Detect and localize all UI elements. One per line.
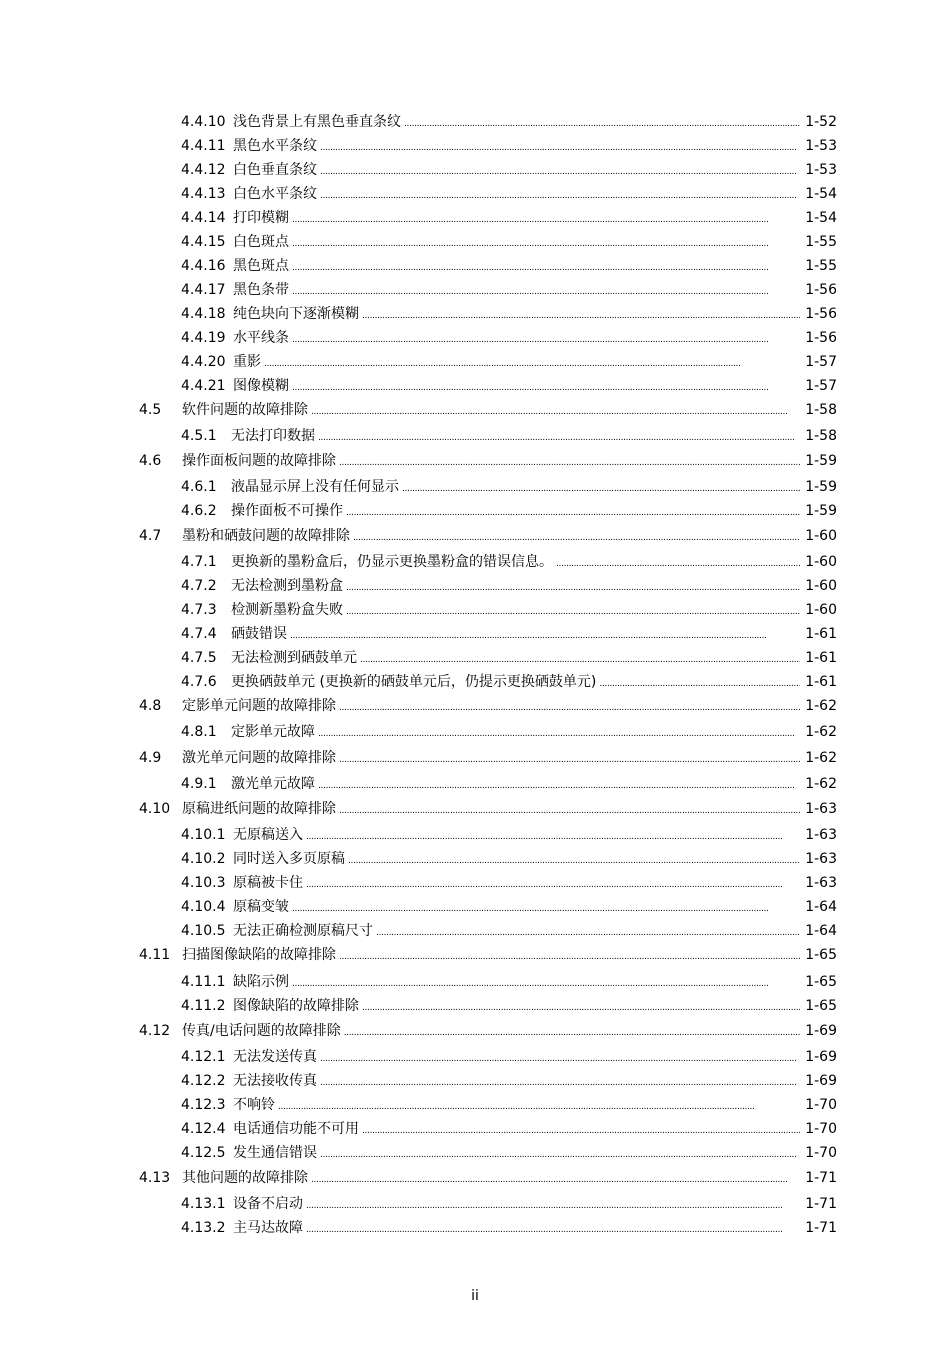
dot-leader bbox=[339, 798, 800, 822]
dot-leader bbox=[339, 747, 800, 771]
toc-entry-page: 1-60 bbox=[805, 578, 837, 594]
toc-entry-title: 黑色斑点 bbox=[233, 258, 289, 274]
toc-entry-title: 传真/电话问题的故障排除 bbox=[182, 1023, 341, 1039]
toc-entry-number: 4.11 bbox=[139, 947, 171, 963]
toc-entry-number: 4.10.1 bbox=[181, 827, 226, 843]
toc-entry[interactable] bbox=[0, 476, 950, 498]
toc-entry-number: 4.7 bbox=[139, 528, 162, 544]
toc-entry-title: 白色水平条纹 bbox=[233, 186, 317, 202]
toc-entry-number: 4.4.19 bbox=[181, 330, 226, 346]
toc-entry-title: 无法检测到墨粉盒 bbox=[231, 578, 343, 594]
toc-entry-page: 1-59 bbox=[805, 453, 837, 469]
toc-entry[interactable] bbox=[0, 944, 950, 966]
dot-leader bbox=[320, 183, 800, 207]
toc-entry-number: 4.10.4 bbox=[181, 899, 226, 915]
toc-entry-page: 1-70 bbox=[805, 1097, 837, 1113]
toc-entry-title: 白色垂直条纹 bbox=[233, 162, 317, 178]
toc-entry[interactable] bbox=[0, 995, 950, 1017]
toc-entry-page: 1-63 bbox=[805, 851, 837, 867]
toc-entry[interactable] bbox=[0, 255, 950, 277]
toc-entry-page: 1-63 bbox=[805, 875, 837, 891]
toc-entry-title: 原稿被卡住 bbox=[233, 875, 303, 891]
dot-leader bbox=[346, 599, 800, 623]
toc-entry[interactable] bbox=[0, 399, 950, 421]
toc-entry-title: 检测新墨粉盒失败 bbox=[231, 602, 343, 618]
toc-entry-title: 不响铃 bbox=[233, 1097, 275, 1113]
toc-entry-number: 4.4.15 bbox=[181, 234, 226, 250]
toc-entry-page: 1-69 bbox=[805, 1023, 837, 1039]
toc-entry[interactable] bbox=[0, 1020, 950, 1042]
dot-leader bbox=[556, 551, 800, 575]
toc-entry[interactable] bbox=[0, 721, 950, 743]
toc-entry[interactable] bbox=[0, 111, 950, 133]
toc-entry[interactable] bbox=[0, 1167, 950, 1189]
toc-entry-title: 硒鼓错误 bbox=[231, 626, 287, 642]
toc-entry-number: 4.10 bbox=[139, 801, 171, 817]
toc-entry-number: 4.10.5 bbox=[181, 923, 226, 939]
toc-entry-page: 1-61 bbox=[805, 650, 837, 666]
toc-entry-number: 4.5.1 bbox=[181, 428, 217, 444]
toc-entry-number: 4.7.5 bbox=[181, 650, 217, 666]
dot-leader bbox=[292, 279, 800, 303]
toc-entry-page: 1-52 bbox=[805, 114, 837, 130]
dot-leader bbox=[318, 425, 800, 449]
toc-entry[interactable] bbox=[0, 1046, 950, 1068]
toc-entry-title: 发生通信错误 bbox=[233, 1145, 317, 1161]
dot-leader bbox=[339, 944, 800, 968]
toc-entry[interactable] bbox=[0, 207, 950, 229]
toc-entry-page: 1-61 bbox=[805, 626, 837, 642]
dot-leader bbox=[599, 671, 800, 695]
toc-entry-page: 1-64 bbox=[805, 899, 837, 915]
dot-leader bbox=[346, 500, 800, 524]
toc-entry-page: 1-54 bbox=[805, 210, 837, 226]
toc-entry-page: 1-62 bbox=[805, 698, 837, 714]
dot-leader bbox=[278, 1094, 800, 1118]
toc-entry-title: 墨粉和硒鼓问题的故障排除 bbox=[182, 528, 350, 544]
toc-entry[interactable] bbox=[0, 1193, 950, 1215]
toc-entry-page: 1-58 bbox=[805, 428, 837, 444]
toc-entry-page: 1-55 bbox=[805, 258, 837, 274]
toc-entry[interactable] bbox=[0, 303, 950, 325]
toc-entry-title: 同时送入多页原稿 bbox=[233, 851, 345, 867]
toc-entry[interactable] bbox=[0, 525, 950, 547]
toc-entry-number: 4.9.1 bbox=[181, 776, 217, 792]
toc-entry-number: 4.4.14 bbox=[181, 210, 226, 226]
toc-entry[interactable] bbox=[0, 1142, 950, 1164]
toc-entry[interactable] bbox=[0, 872, 950, 894]
toc-entry-page: 1-57 bbox=[805, 378, 837, 394]
toc-entry-number: 4.8.1 bbox=[181, 724, 217, 740]
toc-entry-page: 1-71 bbox=[805, 1196, 837, 1212]
toc-entry-title: 浅色背景上有黑色垂直条纹 bbox=[233, 114, 401, 130]
toc-entry[interactable] bbox=[0, 1217, 950, 1239]
toc-entry-page: 1-54 bbox=[805, 186, 837, 202]
page-number: ii bbox=[471, 1288, 479, 1304]
toc-entry-title: 无法正确检测原稿尺寸 bbox=[233, 923, 373, 939]
toc-entry-number: 4.4.11 bbox=[181, 138, 226, 154]
toc-entry-title: 激光单元问题的故障排除 bbox=[182, 750, 336, 766]
dot-leader bbox=[318, 773, 800, 797]
dot-leader bbox=[339, 450, 800, 474]
dot-leader bbox=[362, 995, 800, 1019]
dot-leader bbox=[339, 695, 800, 719]
toc-entry[interactable] bbox=[0, 920, 950, 942]
toc-entry[interactable] bbox=[0, 551, 950, 573]
toc-entry-title: 打印模糊 bbox=[233, 210, 289, 226]
toc-entry[interactable] bbox=[0, 1070, 950, 1092]
toc-entry-title: 操作面板问题的故障排除 bbox=[182, 453, 336, 469]
toc-entry[interactable] bbox=[0, 623, 950, 645]
dot-leader bbox=[311, 1167, 800, 1191]
toc-entry-page: 1-65 bbox=[805, 974, 837, 990]
toc-entry-title: 白色斑点 bbox=[233, 234, 289, 250]
dot-leader bbox=[320, 1046, 800, 1070]
toc-entry-number: 4.4.10 bbox=[181, 114, 226, 130]
toc-entry-page: 1-60 bbox=[805, 602, 837, 618]
toc-entry-title: 电话通信功能不可用 bbox=[233, 1121, 359, 1137]
dot-leader bbox=[320, 135, 800, 159]
toc-entry[interactable] bbox=[0, 231, 950, 253]
toc-entry-page: 1-69 bbox=[805, 1049, 837, 1065]
toc-entry-title: 液晶显示屏上没有任何显示 bbox=[231, 479, 399, 495]
toc-entry-page: 1-70 bbox=[805, 1145, 837, 1161]
toc-entry-number: 4.4.20 bbox=[181, 354, 226, 370]
toc-entry-number: 4.7.4 bbox=[181, 626, 217, 642]
dot-leader bbox=[292, 207, 800, 231]
toc-entry-page: 1-65 bbox=[805, 998, 837, 1014]
toc-entry-title: 黑色水平条纹 bbox=[233, 138, 317, 154]
dot-leader bbox=[346, 575, 800, 599]
toc-entry-number: 4.11.2 bbox=[181, 998, 226, 1014]
toc-entry[interactable] bbox=[0, 135, 950, 157]
toc-entry-number: 4.4.16 bbox=[181, 258, 226, 274]
toc-entry-page: 1-53 bbox=[805, 138, 837, 154]
toc-entry-page: 1-56 bbox=[805, 306, 837, 322]
toc-entry-title: 图像缺陷的故障排除 bbox=[233, 998, 359, 1014]
toc-entry-title: 软件问题的故障排除 bbox=[182, 402, 308, 418]
toc-entry[interactable] bbox=[0, 375, 950, 397]
toc-entry-title: 无法发送传真 bbox=[233, 1049, 317, 1065]
toc-entry-page: 1-55 bbox=[805, 234, 837, 250]
toc-entry-page: 1-64 bbox=[805, 923, 837, 939]
toc-entry-title: 其他问题的故障排除 bbox=[182, 1170, 308, 1186]
toc-entry-page: 1-62 bbox=[805, 724, 837, 740]
toc-entry-title: 黑色条带 bbox=[233, 282, 289, 298]
toc-entry-page: 1-60 bbox=[805, 554, 837, 570]
dot-leader bbox=[290, 623, 800, 647]
toc-entry-title: 无法接收传真 bbox=[233, 1073, 317, 1089]
toc-entry-number: 4.12.4 bbox=[181, 1121, 226, 1137]
toc-entry-page: 1-62 bbox=[805, 776, 837, 792]
toc-entry[interactable] bbox=[0, 159, 950, 181]
toc-entry[interactable] bbox=[0, 971, 950, 993]
dot-leader bbox=[320, 159, 800, 183]
toc-entry-number: 4.7.6 bbox=[181, 674, 217, 690]
toc-entry[interactable] bbox=[0, 747, 950, 769]
dot-leader bbox=[306, 1193, 800, 1217]
dot-leader bbox=[353, 525, 800, 549]
toc-entry-page: 1-63 bbox=[805, 801, 837, 817]
toc-entry-page: 1-65 bbox=[805, 947, 837, 963]
toc-entry-number: 4.12.3 bbox=[181, 1097, 226, 1113]
toc-entry-number: 4.9 bbox=[139, 750, 162, 766]
dot-leader bbox=[292, 327, 800, 351]
toc-entry-number: 4.12.5 bbox=[181, 1145, 226, 1161]
toc-entry[interactable] bbox=[0, 183, 950, 205]
dot-leader bbox=[306, 1217, 800, 1241]
dot-leader bbox=[292, 896, 800, 920]
toc-entry-number: 4.4.12 bbox=[181, 162, 226, 178]
toc-entry[interactable] bbox=[0, 575, 950, 597]
toc-entry-page: 1-62 bbox=[805, 750, 837, 766]
toc-entry[interactable] bbox=[0, 695, 950, 717]
toc-entry[interactable] bbox=[0, 896, 950, 918]
toc-entry-title: 无法检测到硒鼓单元 bbox=[231, 650, 357, 666]
toc-entry-number: 4.6.1 bbox=[181, 479, 217, 495]
dot-leader bbox=[292, 375, 800, 399]
dot-leader bbox=[360, 647, 800, 671]
toc-entry[interactable] bbox=[0, 279, 950, 301]
dot-leader bbox=[292, 231, 800, 255]
toc-entry-page: 1-71 bbox=[805, 1170, 837, 1186]
toc-entry-title: 更换新的墨粉盒后，仍显示更换墨粉盒的错误信息。 bbox=[231, 554, 553, 570]
dot-leader bbox=[320, 1142, 800, 1166]
toc-entry-number: 4.13.2 bbox=[181, 1220, 226, 1236]
toc-entry-number: 4.12 bbox=[139, 1023, 171, 1039]
toc-entry-number: 4.8 bbox=[139, 698, 162, 714]
toc-entry[interactable] bbox=[0, 327, 950, 349]
toc-entry-page: 1-59 bbox=[805, 479, 837, 495]
dot-leader bbox=[362, 303, 800, 327]
toc-entry-number: 4.5 bbox=[139, 402, 162, 418]
toc-entry-number: 4.4.13 bbox=[181, 186, 226, 202]
toc-entry-title: 纯色块向下逐渐模糊 bbox=[233, 306, 359, 322]
toc-entry-title: 原稿变皱 bbox=[233, 899, 289, 915]
toc-entry-title: 主马达故障 bbox=[233, 1220, 303, 1236]
toc-entry-number: 4.7.1 bbox=[181, 554, 217, 570]
toc-entry-number: 4.6.2 bbox=[181, 503, 217, 519]
toc-entry-number: 4.6 bbox=[139, 453, 162, 469]
toc-entry-page: 1-60 bbox=[805, 528, 837, 544]
toc-entry-number: 4.10.2 bbox=[181, 851, 226, 867]
toc-entry-page: 1-69 bbox=[805, 1073, 837, 1089]
toc-entry-number: 4.7.2 bbox=[181, 578, 217, 594]
dot-leader bbox=[292, 255, 800, 279]
toc-entry-title: 更换硒鼓单元 (更换新的硒鼓单元后，仍提示更换硒鼓单元) bbox=[231, 674, 597, 690]
toc-entry-page: 1-63 bbox=[805, 827, 837, 843]
toc-entry-title: 重影 bbox=[233, 354, 261, 370]
toc-entry[interactable] bbox=[0, 1118, 950, 1140]
dot-leader bbox=[311, 399, 800, 423]
toc-entry-number: 4.4.17 bbox=[181, 282, 226, 298]
toc-entry-title: 无法打印数据 bbox=[231, 428, 315, 444]
toc-entry-page: 1-59 bbox=[805, 503, 837, 519]
toc-entry[interactable] bbox=[0, 500, 950, 522]
dot-leader bbox=[362, 1118, 800, 1142]
toc-entry-number: 4.13.1 bbox=[181, 1196, 226, 1212]
dot-leader bbox=[404, 111, 800, 135]
toc-entry-page: 1-56 bbox=[805, 282, 837, 298]
dot-leader bbox=[264, 351, 800, 375]
toc-entry-title: 操作面板不可操作 bbox=[231, 503, 343, 519]
toc-entry-title: 设备不启动 bbox=[233, 1196, 303, 1212]
dot-leader bbox=[306, 872, 800, 896]
toc-entry-title: 定影单元问题的故障排除 bbox=[182, 698, 336, 714]
toc-entry-number: 4.7.3 bbox=[181, 602, 217, 618]
dot-leader bbox=[292, 971, 800, 995]
toc-entry-title: 图像模糊 bbox=[233, 378, 289, 394]
toc-entry-page: 1-58 bbox=[805, 402, 837, 418]
toc-entry-page: 1-70 bbox=[805, 1121, 837, 1137]
toc-entry-page: 1-71 bbox=[805, 1220, 837, 1236]
toc-entry-number: 4.4.18 bbox=[181, 306, 226, 322]
toc-entry[interactable] bbox=[0, 1094, 950, 1116]
toc-entry[interactable] bbox=[0, 425, 950, 447]
toc-entry[interactable] bbox=[0, 450, 950, 472]
toc-entry-title: 无原稿送入 bbox=[233, 827, 303, 843]
toc-entry-number: 4.11.1 bbox=[181, 974, 226, 990]
toc-entry[interactable] bbox=[0, 824, 950, 846]
toc-entry[interactable] bbox=[0, 848, 950, 870]
toc-entry-title: 扫描图像缺陷的故障排除 bbox=[182, 947, 336, 963]
dot-leader bbox=[348, 848, 800, 872]
toc-entry-title: 水平线条 bbox=[233, 330, 289, 346]
toc-entry-number: 4.10.3 bbox=[181, 875, 226, 891]
toc-entry-page: 1-53 bbox=[805, 162, 837, 178]
toc-entry-title: 原稿进纸问题的故障排除 bbox=[182, 801, 336, 817]
dot-leader bbox=[344, 1020, 800, 1044]
toc-entry-title: 定影单元故障 bbox=[231, 724, 315, 740]
toc-entry[interactable] bbox=[0, 351, 950, 373]
toc-entry-page: 1-56 bbox=[805, 330, 837, 346]
toc-entry[interactable] bbox=[0, 798, 950, 820]
dot-leader bbox=[376, 920, 800, 944]
dot-leader bbox=[402, 476, 800, 500]
toc-entry[interactable] bbox=[0, 773, 950, 795]
toc-entry-number: 4.4.21 bbox=[181, 378, 226, 394]
dot-leader bbox=[320, 1070, 800, 1094]
toc-entry[interactable] bbox=[0, 599, 950, 621]
toc-entry-page: 1-57 bbox=[805, 354, 837, 370]
dot-leader bbox=[318, 721, 800, 745]
dot-leader bbox=[306, 824, 800, 848]
toc-entry-number: 4.13 bbox=[139, 1170, 171, 1186]
toc-entry-page: 1-61 bbox=[805, 674, 837, 690]
toc-entry-number: 4.12.1 bbox=[181, 1049, 226, 1065]
toc-entry-number: 4.12.2 bbox=[181, 1073, 226, 1089]
toc-entry[interactable] bbox=[0, 647, 950, 669]
toc-entry[interactable] bbox=[0, 671, 950, 693]
toc-entry-title: 激光单元故障 bbox=[231, 776, 315, 792]
toc-entry-title: 缺陷示例 bbox=[233, 974, 289, 990]
